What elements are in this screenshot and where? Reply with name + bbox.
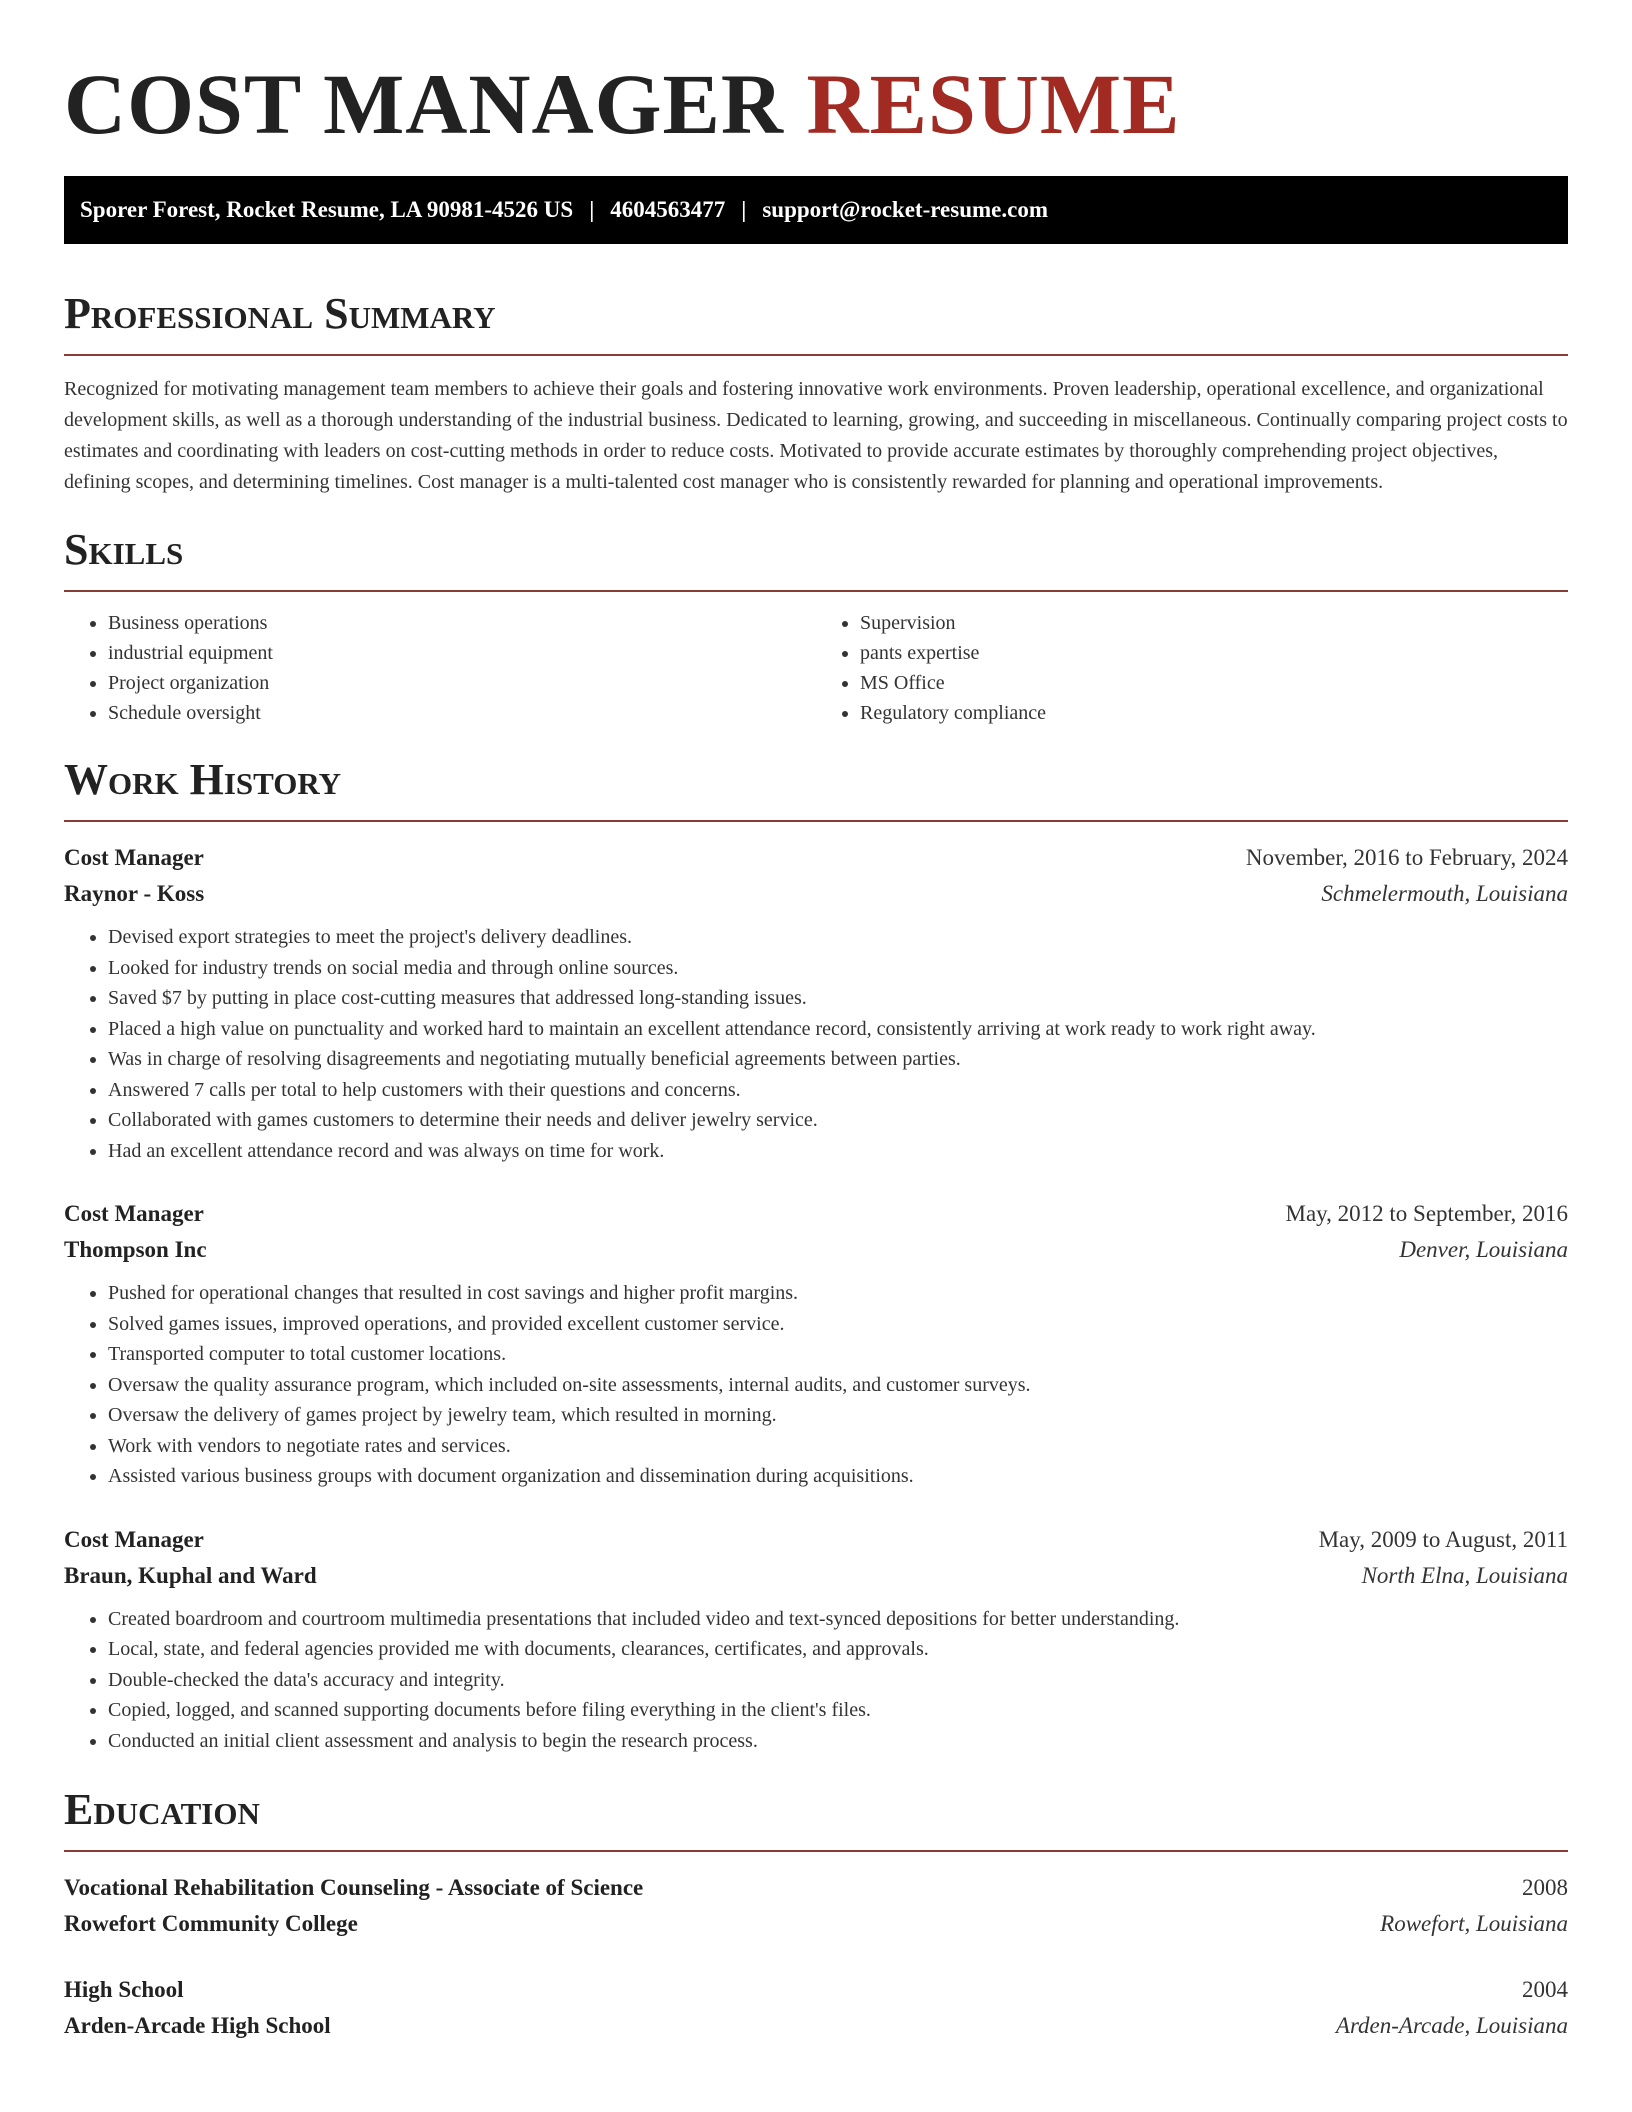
duty-item: • Assisted various business groups with document organization and dissemination during acquisitions.	[108, 1461, 1568, 1492]
education-school: Rowefort Community College	[64, 1911, 358, 1936]
contact-email: support@rocket-resume.com	[762, 197, 1048, 222]
contact-separator: |	[741, 197, 747, 222]
education-header	[64, 1972, 1568, 2008]
duty-item: • Created boardroom and courtroom multimedia presentations that included video and text-synced depositions for better understanding.	[108, 1604, 1568, 1635]
education-subheader	[64, 1906, 1568, 1942]
job-dates: May, 2009 to August, 2011	[1318, 1526, 1568, 1552]
skill-item: • MS Office	[860, 668, 1568, 698]
duty-item: • Placed a high value on punctuality and worked hard to maintain an excellent attendance record, consistently arriving at work ready to work right away.	[108, 1014, 1568, 1045]
job-entry	[64, 840, 1568, 1166]
job-title: Cost Manager	[64, 1526, 204, 1552]
section-heading-work-history: Work History	[64, 755, 342, 804]
section-divider	[64, 590, 1568, 592]
skill-item: • pants expertise	[860, 638, 1568, 668]
skill-item: • industrial equipment	[108, 638, 816, 668]
skill-item: • Business operations	[108, 608, 816, 638]
duty-item: • Collaborated with games customers to determine their needs and deliver jewelry service.	[108, 1105, 1568, 1136]
education-header	[64, 1870, 1568, 1906]
job-title: Cost Manager	[64, 1201, 204, 1226]
title-accent: RESUME	[806, 56, 1181, 152]
job-title: Cost Manager	[64, 845, 204, 870]
education-entry	[64, 1972, 1568, 2044]
duty-item: • Answered 7 calls per total to help customers with their questions and concerns.	[108, 1075, 1568, 1106]
section-divider	[64, 820, 1568, 822]
job-subheader	[64, 1558, 1568, 1594]
education-subheader	[64, 2008, 1568, 2044]
section-divider	[64, 1850, 1568, 1852]
section-heading-skills: Skills	[64, 525, 184, 574]
summary-section	[64, 288, 1568, 498]
job-subheader	[64, 1232, 1568, 1268]
job-duties-list	[64, 922, 1568, 1166]
job-company: Braun, Kuphal and Ward	[64, 1562, 317, 1588]
duty-item: • Double-checked the data's accuracy and integrity.	[108, 1665, 1568, 1696]
skills-column-left	[64, 608, 816, 728]
duty-item: • Looked for industry trends on social media and through online sources.	[108, 953, 1568, 984]
job-location: Schmelermouth, Louisiana	[1321, 881, 1568, 906]
skills-column-right	[816, 608, 1568, 728]
contact-phone: 4604563477	[610, 197, 726, 222]
education-section	[64, 1784, 1568, 2044]
job-header	[64, 1196, 1568, 1232]
job-entry	[64, 1522, 1568, 1757]
duty-item: • Work with vendors to negotiate rates and services.	[108, 1431, 1568, 1462]
section-heading-summary: Professional Summary	[64, 289, 496, 338]
skills-grid	[64, 608, 1568, 728]
title-main: COST MANAGER	[64, 56, 784, 152]
job-company: Raynor - Koss	[64, 881, 205, 906]
contact-separator: |	[589, 197, 595, 222]
summary-text: Recognized for motivating management team members to achieve their goals and fostering innovative work environments. Proven leadership, operational excellence, and organizational development skills, as well as a thorough understanding of the industrial business. Dedicated to learning, growing, and succeeding in miscellaneous. Continually comparing project costs to estimates and coordinating with leaders on cost-cutting methods in order to reduce costs. Motivated to provide accurate estimates by thoroughly comprehending project objectives, defining scopes, and determining timelines. Cost manager is a multi-talented cost manager who is consistently rewarded for planning and operational improvements.	[64, 378, 1568, 493]
work-history-section	[64, 754, 1568, 1756]
education-degree: High School	[64, 1977, 184, 2002]
job-company: Thompson Inc	[64, 1237, 207, 1262]
contact-address: Sporer Forest, Rocket Resume, LA 90981-4526 US	[80, 197, 574, 222]
skills-section	[64, 524, 1568, 728]
education-location: Rowefort, Louisiana	[1380, 1911, 1568, 1936]
job-dates: May, 2012 to September, 2016	[1285, 1201, 1568, 1226]
job-entry	[64, 1196, 1568, 1492]
job-location: North Elna, Louisiana	[1361, 1562, 1568, 1588]
duty-item: • Had an excellent attendance record and was always on time for work.	[108, 1136, 1568, 1167]
duty-item: • Pushed for operational changes that resulted in cost savings and higher profit margins.	[108, 1278, 1568, 1309]
duty-item: • Copied, logged, and scanned supporting documents before filing everything in the client's files.	[108, 1695, 1568, 1726]
section-heading-education: Education	[64, 1785, 260, 1834]
duty-item: • Was in charge of resolving disagreements and negotiating mutually beneficial agreements between parties.	[108, 1044, 1568, 1075]
skill-item: • Supervision	[860, 608, 1568, 638]
duty-item: • Transported computer to total customer locations.	[108, 1339, 1568, 1370]
section-divider	[64, 354, 1568, 356]
duty-item: • Oversaw the delivery of games project by jewelry team, which resulted in morning.	[108, 1400, 1568, 1431]
job-location: Denver, Louisiana	[1399, 1237, 1568, 1262]
education-year: 2008	[1522, 1875, 1568, 1900]
job-duties-list	[64, 1278, 1568, 1492]
contact-bar	[64, 176, 1568, 244]
job-dates: November, 2016 to February, 2024	[1245, 845, 1568, 870]
resume-title	[64, 56, 1568, 152]
education-year: 2004	[1522, 1977, 1568, 2002]
education-location: Arden-Arcade, Louisiana	[1335, 2013, 1568, 2038]
education-entry	[64, 1870, 1568, 1942]
duty-item: • Devised export strategies to meet the project's delivery deadlines.	[108, 922, 1568, 953]
education-school: Arden-Arcade High School	[64, 2013, 331, 2038]
duty-item: • Local, state, and federal agencies provided me with documents, clearances, certificates, and approvals.	[108, 1634, 1568, 1665]
job-subheader	[64, 876, 1568, 912]
duty-item: • Oversaw the quality assurance program, which included on-site assessments, internal audits, and customer surveys.	[108, 1370, 1568, 1401]
job-header	[64, 840, 1568, 876]
duty-item: • Solved games issues, improved operations, and provided excellent customer service.	[108, 1309, 1568, 1340]
education-degree: Vocational Rehabilitation Counseling - Associate of Science	[64, 1875, 644, 1900]
job-duties-list	[64, 1604, 1568, 1757]
duty-item: • Conducted an initial client assessment and analysis to begin the research process.	[108, 1726, 1568, 1757]
job-header	[64, 1522, 1568, 1558]
skill-item: • Project organization	[108, 668, 816, 698]
skill-item: • Regulatory compliance	[860, 698, 1568, 728]
duty-item: • Saved $7 by putting in place cost-cutting measures that addressed long-standing issues.	[108, 983, 1568, 1014]
skill-item: • Schedule oversight	[108, 698, 816, 728]
